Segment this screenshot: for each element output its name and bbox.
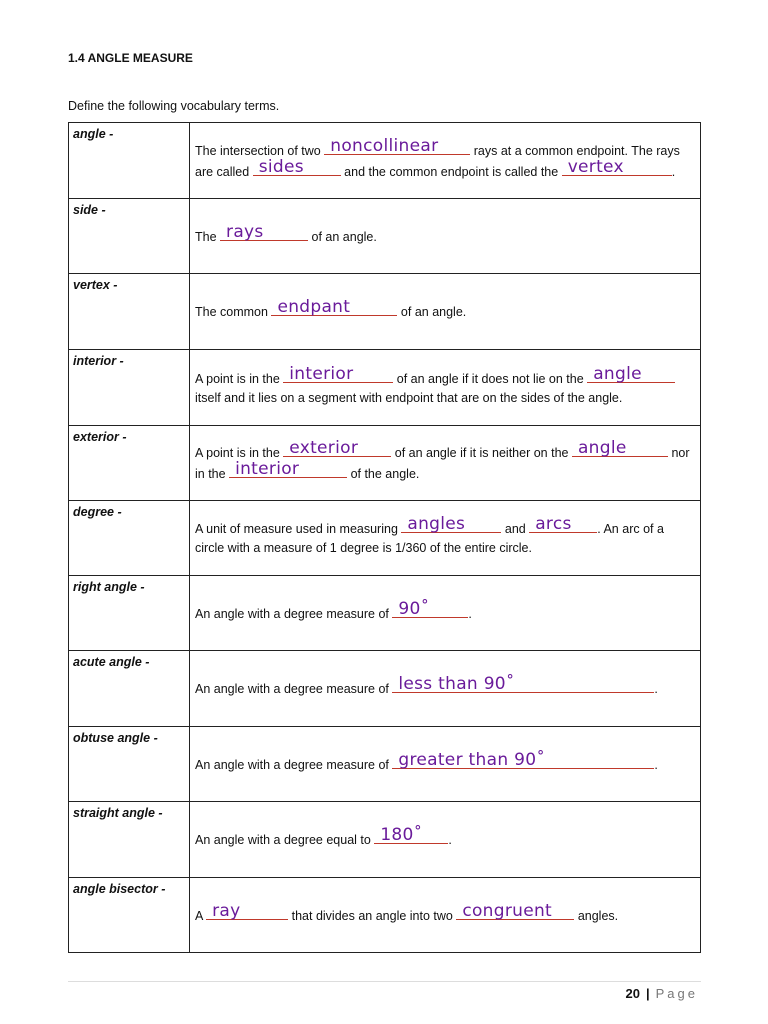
handwritten-answer: 90˚ — [398, 598, 430, 619]
handwritten-answer: vertex — [567, 156, 624, 177]
page-footer — [626, 986, 698, 1001]
answer-blank — [206, 900, 288, 921]
footer-separator: | — [645, 986, 650, 1001]
definition-angle: The intersection of two noncollinear rays at a common endpoint. The rays are called sides and the common endpoint is called the vertex . — [190, 123, 701, 199]
answer-blank — [283, 438, 391, 458]
table-row — [69, 199, 701, 274]
term-right-angle: right angle - — [69, 576, 190, 651]
term-interior: interior - — [69, 350, 190, 426]
term-degree: degree - — [69, 501, 190, 576]
table-row — [69, 651, 701, 727]
term-side: side - — [69, 199, 190, 274]
answer-blank — [283, 363, 393, 384]
handwritten-answer: congruent — [462, 900, 553, 921]
definition-vertex: The common endpant of an angle. — [190, 274, 701, 350]
term-acute-angle: acute angle - — [69, 651, 190, 727]
definition-straight-angle: An angle with a degree equal to 180˚ . — [190, 802, 701, 878]
term-angle-bisector: angle bisector - — [69, 878, 190, 953]
answer-blank — [392, 598, 468, 619]
handwritten-answer: angle — [593, 363, 642, 384]
table-row — [69, 878, 701, 953]
table-row — [69, 350, 701, 426]
handwritten-answer: ray — [212, 900, 241, 921]
handwritten-answer: 180˚ — [380, 825, 423, 845]
handwritten-answer: rays — [226, 221, 264, 242]
answer-blank — [572, 438, 668, 458]
table-row — [69, 123, 701, 199]
handwritten-answer: endpant — [277, 297, 351, 317]
handwritten-answer: noncollinear — [330, 135, 439, 156]
answer-blank — [271, 297, 397, 317]
answer-blank — [374, 825, 448, 845]
vocabulary-table — [68, 122, 701, 953]
handwritten-answer: interior — [289, 363, 354, 384]
instructions: Define the following vocabulary terms. — [68, 99, 280, 113]
definition-exterior: A point is in the exterior of an angle if it is neither on the angle nor in the interior of the angle. — [190, 426, 701, 501]
page-number: 20 — [625, 986, 640, 1001]
definition-degree: A unit of measure used in measuring angles and arcs . An arc of a circle with a measure of 1 degree is 1/360 of the entire circle. — [190, 501, 701, 576]
answer-blank — [456, 900, 574, 921]
handwritten-answer: sides — [258, 156, 304, 177]
term-vertex: vertex - — [69, 274, 190, 350]
handwritten-answer: exterior — [289, 438, 359, 458]
term-straight-angle: straight angle - — [69, 802, 190, 878]
table-row — [69, 576, 701, 651]
handwritten-answer: angle — [577, 438, 627, 458]
page-title: 1.4 ANGLE MEASURE — [68, 51, 193, 65]
definition-right-angle: An angle with a degree measure of 90˚ . — [190, 576, 701, 651]
handwritten-answer: interior — [235, 459, 300, 479]
table-row — [69, 727, 701, 802]
table-row — [69, 274, 701, 350]
page-label: Page — [655, 986, 698, 1001]
answer-blank — [253, 156, 341, 177]
definition-acute-angle: An angle with a degree measure of less than 90˚ . — [190, 651, 701, 727]
definition-interior: A point is in the interior of an angle if it does not lie on the angle itself and it lies on a segment with endpoint that are on the sides of the angle. — [190, 350, 701, 426]
answer-blank — [587, 363, 675, 384]
term-angle: angle - — [69, 123, 190, 199]
term-obtuse-angle: obtuse angle - — [69, 727, 190, 802]
handwritten-answer: arcs — [535, 514, 572, 534]
answer-blank — [562, 156, 672, 177]
term-exterior: exterior - — [69, 426, 190, 501]
answer-blank — [220, 221, 308, 242]
definition-obtuse-angle: An angle with a degree measure of greater than 90˚ . — [190, 727, 701, 802]
handwritten-answer: angles — [407, 514, 466, 534]
table-row — [69, 501, 701, 576]
handwritten-answer: less than 90˚ — [398, 674, 515, 694]
answer-blank — [401, 514, 501, 534]
table-row — [69, 426, 701, 501]
answer-blank — [324, 135, 470, 156]
definition-angle-bisector: A ray that divides an angle into two congruent angles. — [190, 878, 701, 953]
table-row — [69, 802, 701, 878]
footer-divider — [68, 981, 701, 982]
answer-blank — [229, 459, 347, 479]
handwritten-answer: greater than 90˚ — [398, 749, 546, 770]
answer-blank — [529, 514, 597, 534]
definition-side: The rays of an angle. — [190, 199, 701, 274]
